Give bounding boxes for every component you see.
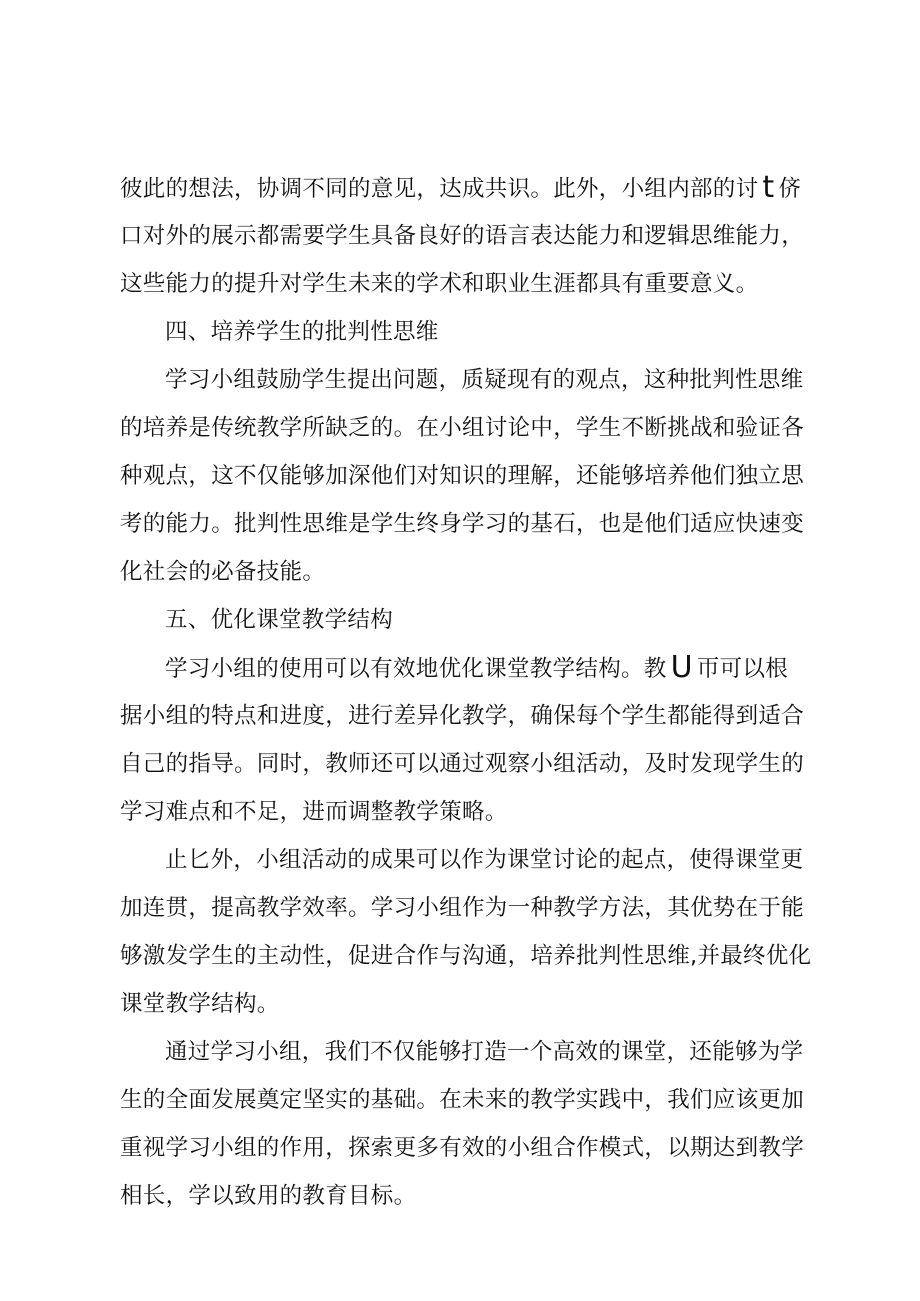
text-line: 化社会的必备技能。 <box>120 559 326 585</box>
text-line: 重视学习小组的作用，探索更多有效的小组合作模式，以期达到教学 <box>120 1135 805 1161</box>
text-line: 自己的指导。同时，教师还可以通过观察小组活动，及时发现学生的 <box>120 751 805 777</box>
text-span: 帀可以根 <box>696 656 789 682</box>
text-line: 相长，学以致用的教育目标。 <box>120 1183 417 1209</box>
ocr-glyph: t <box>762 170 775 205</box>
text-line: 够激发学生的主动性，促进合作与沟通，培养批判性思维,并最终优化 <box>120 943 812 969</box>
section-heading: 五、优化课堂教学结构 <box>165 607 394 633</box>
text-line: 的培养是传统教学所缺乏的。在小组讨论中，学生不断挑战和验证各 <box>120 415 805 441</box>
text-line: 这些能力的提升对学生未来的学术和职业生涯都具有重要意义。 <box>120 271 759 297</box>
text-line <box>120 644 820 692</box>
text-line <box>120 164 820 212</box>
ocr-glyph: U <box>670 650 693 685</box>
text-line: 止匕外，小组活动的成果可以作为课堂讨论的起点，使得课堂更 <box>165 847 804 873</box>
text-line: 通过学习小组，我们不仅能够打造一个高效的课堂，还能够为学 <box>165 1039 804 1065</box>
text-line: 考的能力。批判性思维是学生终身学习的基石，也是他们适应快速变 <box>120 511 805 537</box>
text-line: 种观点，这不仅能够加深他们对知识的理解，还能够培养他们独立思 <box>120 463 805 489</box>
document-page <box>120 164 820 1220</box>
text-line: 学习小组鼓励学生提出问题，质疑现有的观点，这种批判性思维 <box>165 367 804 393</box>
text-span: 学习小组的使用可以有效地优化课堂教学结构。教 <box>165 656 667 682</box>
text-span: 彼此的想法，协调不同的意见，达成共识。此外，小组内部的讨 <box>120 176 759 202</box>
text-line: 生的全面发展奠定坚实的基础。在未来的教学实践中，我们应该更加 <box>120 1087 805 1113</box>
text-line: 加连贯，提高教学效率。学习小组作为一种教学方法，其优势在于能 <box>120 895 805 921</box>
text-line: 学习难点和不足，进而调整教学策略。 <box>120 799 508 825</box>
text-line: 课堂教学结构。 <box>120 991 280 1017</box>
section-heading: 四、培养学生的批判性思维 <box>165 319 439 345</box>
text-span: 侪 <box>778 176 802 202</box>
text-line: 据小组的特点和进度，进行差异化教学，确保每个学生都能得到适合 <box>120 703 805 729</box>
text-line: 口对外的展示都需要学生具备良好的语言表达能力和逻辑思维能力， <box>120 223 805 249</box>
